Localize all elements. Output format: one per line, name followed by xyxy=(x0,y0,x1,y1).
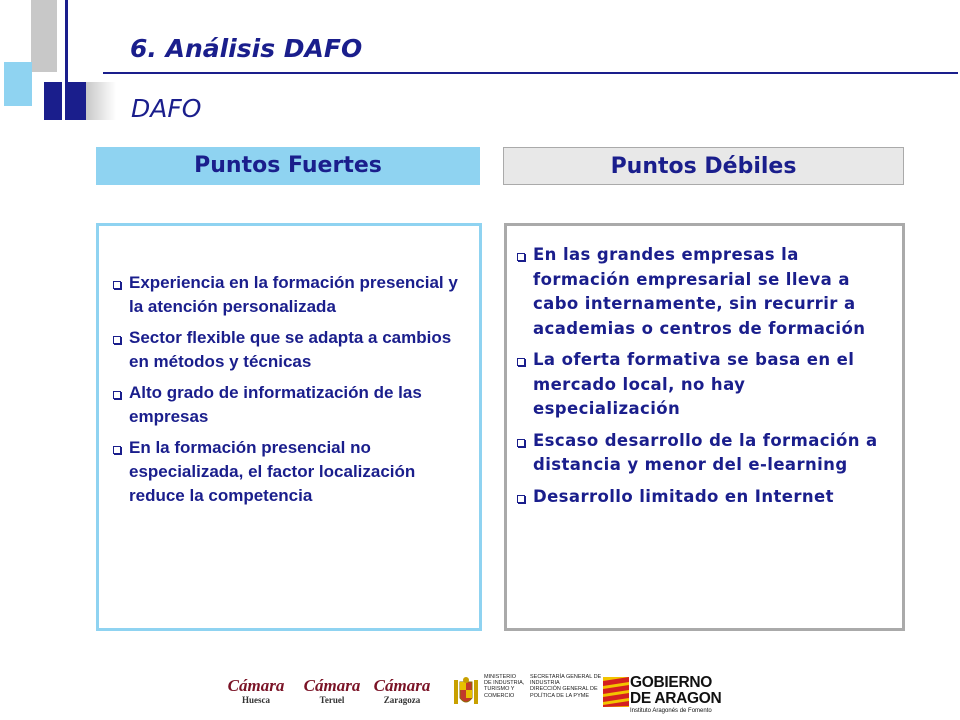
list-item-text: En la formación presencial no especializada, el factor localización reduce la competencia xyxy=(129,438,416,505)
ministry-industry-logo xyxy=(452,674,602,712)
camara-logo-text: Cámara xyxy=(303,676,361,695)
list-item xyxy=(517,429,892,478)
slide-subtitle: DAFO xyxy=(131,94,202,123)
list-item-text: Desarrollo limitado en Internet xyxy=(533,486,834,506)
camara-zaragoza-logo xyxy=(368,677,436,706)
camara-city: Zaragoza xyxy=(383,695,421,705)
checkbox-bullet-icon xyxy=(517,495,525,503)
weaknesses-panel xyxy=(504,223,905,631)
list-item-text: Escaso desarrollo de la formación a distancia y menor del e-learning xyxy=(533,430,878,474)
gobierno-aragon-logo: GOBIERNO DE ARAGON Instituto Aragonés de Fomento xyxy=(630,674,722,714)
list-item-text: En las grandes empresas la formación empresarial se lleva a cabo internamente, sin recurrir a academias o centros de formación xyxy=(533,245,866,338)
slide-title: 6. Análisis DAFO xyxy=(130,34,363,63)
checkbox-bullet-icon xyxy=(113,281,121,289)
weaknesses-header: Puntos Débiles xyxy=(503,147,904,185)
list-item xyxy=(113,436,463,508)
strengths-list xyxy=(113,271,463,515)
strengths-header: Puntos Fuertes xyxy=(96,147,480,185)
strengths-panel xyxy=(96,223,482,631)
checkbox-bullet-icon xyxy=(113,446,121,454)
weaknesses-list xyxy=(517,243,892,516)
checkbox-bullet-icon xyxy=(517,358,525,366)
camara-teruel-logo xyxy=(298,677,366,706)
camara-city: Teruel xyxy=(319,695,345,705)
list-item-text: Alto grado de informatización de las empresas xyxy=(129,383,422,426)
title-divider xyxy=(103,72,958,74)
list-item-text: Sector flexible que se adapta a cambios en métodos y técnicas xyxy=(129,328,452,371)
list-item xyxy=(517,485,892,510)
list-item-text: Experiencia en la formación presencial y la atención personalizada xyxy=(129,273,458,316)
aragon-stripes-icon xyxy=(603,677,629,707)
camara-logo-text: Cámara xyxy=(227,676,285,695)
checkbox-bullet-icon xyxy=(517,439,525,447)
corner-decoration xyxy=(0,0,110,125)
list-item xyxy=(517,348,892,422)
ministry-department: SECRETARÍA GENERAL DE INDUSTRIA DIRECCIÓN GENERAL DE POLÍTICA DE LA PYME xyxy=(530,674,602,699)
camara-logo-text: Cámara xyxy=(373,676,431,695)
camara-city: Huesca xyxy=(242,695,270,705)
camara-huesca-logo xyxy=(222,677,290,706)
spain-coat-of-arms-icon xyxy=(452,676,480,710)
list-item xyxy=(113,326,463,374)
checkbox-bullet-icon xyxy=(517,253,525,261)
checkbox-bullet-icon xyxy=(113,391,121,399)
checkbox-bullet-icon xyxy=(113,336,121,344)
list-item-text: La oferta formativa se basa en el mercado local, no hay especialización xyxy=(533,350,855,418)
list-item xyxy=(517,243,892,341)
list-item xyxy=(113,271,463,319)
list-item xyxy=(113,381,463,429)
ministry-name: MINISTERIO DE INDUSTRIA, TURISMO Y COMERCIO xyxy=(484,674,525,699)
